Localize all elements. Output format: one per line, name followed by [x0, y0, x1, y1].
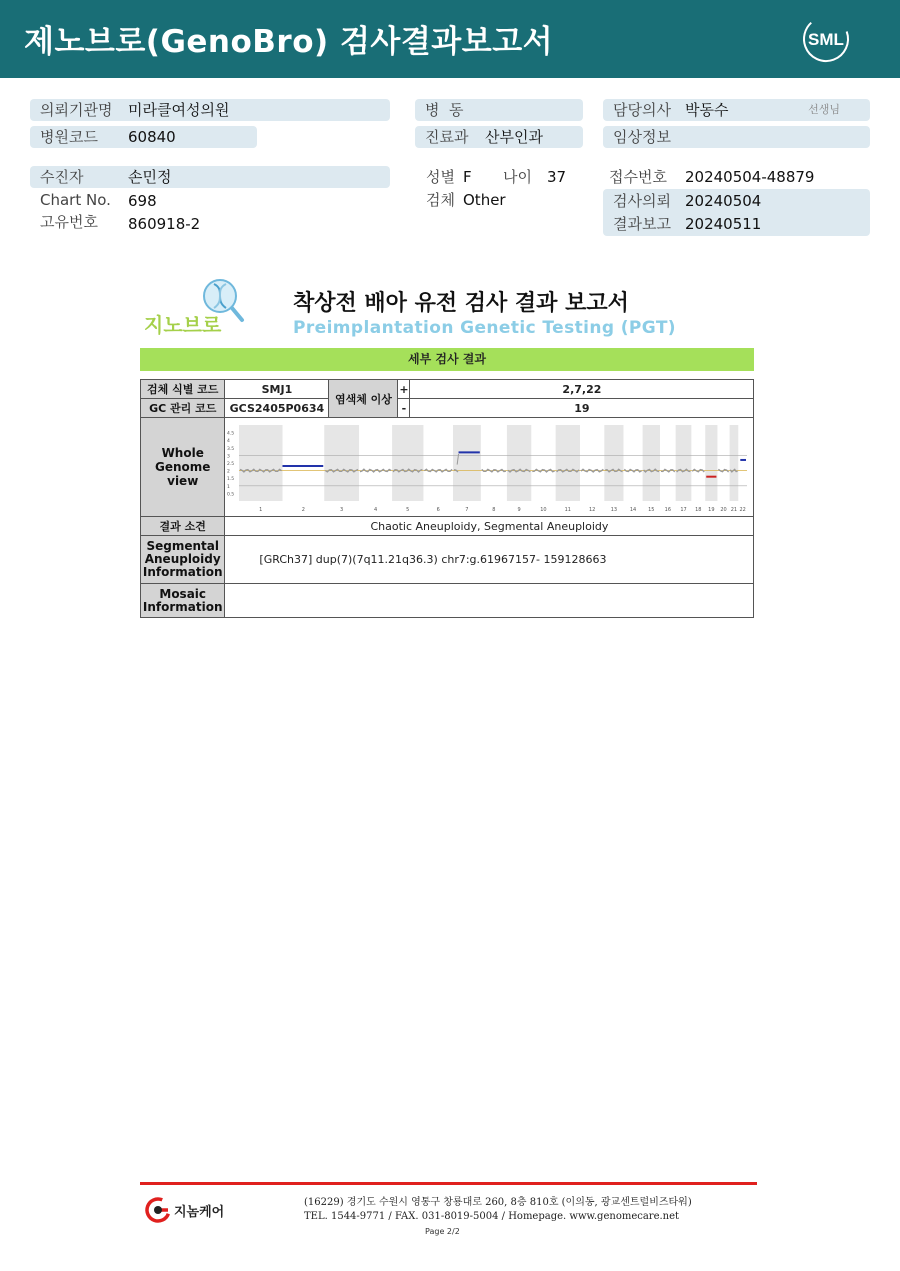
- report-title-ko: 착상전 배아 유전 검사 결과 보고서: [293, 291, 629, 316]
- table-row: [141, 517, 754, 536]
- unique-no-value: 860918-2: [128, 215, 201, 233]
- y-tick-label: 1: [227, 484, 231, 490]
- report-date-label: 결과보고: [613, 215, 671, 233]
- abnormality-label: 염색체 이상: [329, 380, 398, 418]
- sml-logo: [800, 14, 852, 64]
- ward-field: [415, 99, 583, 121]
- y-tick-label: 1.5: [227, 477, 235, 483]
- x-tick-label: 17: [680, 507, 688, 513]
- table-row: [141, 536, 754, 584]
- y-tick-label: 3: [227, 454, 231, 460]
- department-field: [415, 126, 583, 148]
- chromosome-band: [556, 425, 580, 501]
- x-tick-label: 7: [465, 507, 469, 513]
- report-date-value: 20240511: [685, 215, 762, 233]
- genome-plot-svg: [225, 419, 753, 515]
- receipt-no-label: 접수번호: [609, 168, 667, 186]
- receipt-no-value: 20240504-48879: [685, 168, 815, 186]
- patient-field: [30, 166, 390, 188]
- dates-block: [603, 189, 870, 236]
- segmental-value: [GRCh37] dup(7)(7q11.21q36.3) chr7:g.61967157- 159128663: [225, 536, 754, 584]
- gc-code-label: GC 관리 코드: [141, 399, 225, 418]
- hospital-code-field: [30, 126, 257, 148]
- table-row: [141, 380, 754, 399]
- x-tick-label: 3: [340, 507, 344, 513]
- address-line-1: (16229) 경기도 수원시 영통구 창룡대로 260, 8층 810호 (이의동, 광교센트럴비즈타워): [304, 1197, 692, 1208]
- y-tick-label: 4.5: [227, 431, 235, 437]
- x-tick-label: 1: [259, 507, 263, 513]
- genome-view-label: Whole Genome view: [141, 418, 225, 517]
- x-tick-label: 2: [302, 507, 306, 513]
- sex-label: 성별: [426, 168, 455, 186]
- chromosome-band: [643, 425, 660, 501]
- age-label: 나이: [503, 168, 532, 186]
- footer-address: [304, 1196, 692, 1224]
- genomecare-g-icon: [144, 1196, 172, 1224]
- specimen-value: Other: [463, 191, 506, 209]
- x-tick-label: 18: [695, 507, 702, 513]
- genomecare-brand: 지놈케어: [174, 1205, 225, 1220]
- genomecare-logo: [144, 1196, 234, 1226]
- x-tick-label: 6: [437, 507, 441, 513]
- hospital-code-value: 60840: [128, 128, 176, 146]
- unique-no-label: 고유번호: [40, 213, 98, 231]
- chromosome-band: [325, 425, 360, 501]
- x-tick-label: 10: [540, 507, 548, 513]
- chromosome-band: [730, 425, 739, 501]
- genome-view-cell: [225, 418, 754, 517]
- chromosome-band: [239, 425, 282, 501]
- x-tick-label: 9: [517, 507, 522, 513]
- chromosome-band: [676, 425, 692, 501]
- x-tick-label: 16: [665, 507, 672, 513]
- x-tick-label: 19: [708, 507, 715, 513]
- chromosome-band: [393, 425, 424, 501]
- doctor-label: 담당의사: [613, 101, 671, 119]
- request-date-label: 검사의뢰: [613, 192, 671, 210]
- mosaic-label: Mosaic Information: [141, 584, 225, 618]
- x-tick-label: 21: [731, 507, 738, 513]
- y-tick-label: 3.5: [227, 446, 235, 452]
- institution-label: 의뢰기관명: [40, 101, 113, 119]
- x-tick-label: 12: [589, 507, 596, 513]
- gc-code-value: GCS2405P0634: [225, 399, 329, 418]
- x-tick-label: 4: [374, 507, 378, 513]
- x-tick-label: 8: [492, 507, 496, 513]
- copy-number-trace: [425, 469, 453, 472]
- hospital-code-label: 병원코드: [40, 128, 98, 146]
- x-tick-label: 22: [739, 507, 747, 513]
- table-row: [141, 418, 754, 517]
- mosaic-value: [225, 584, 754, 618]
- doctor-field: [603, 99, 870, 121]
- x-tick-label: 13: [611, 507, 618, 513]
- request-date-value: 20240504: [685, 192, 762, 210]
- doctor-value: 박동수: [685, 101, 729, 119]
- copy-number-trace: [661, 469, 675, 472]
- y-tick-label: 2.5: [227, 462, 235, 467]
- sample-id-label: 검체 식별 코드: [141, 380, 225, 399]
- sml-logo-text: SML: [808, 30, 844, 49]
- genobro-logo-text: 지노브로: [144, 313, 222, 337]
- institution-value: 미라클여성의원: [128, 101, 230, 119]
- segmental-label: Segmental Aneuploidy Information: [141, 536, 225, 584]
- doctor-suffix: 선생님: [808, 103, 840, 116]
- x-tick-label: 14: [630, 507, 637, 513]
- report-title-en: Preimplantation Genetic Testing (PGT): [293, 318, 676, 338]
- clinical-info-label: 임상정보: [613, 128, 671, 146]
- chart-no-label: Chart No.: [40, 191, 111, 209]
- ward-label: 병 동: [425, 101, 464, 119]
- sample-id-value: SMJ1: [225, 380, 329, 399]
- x-tick-label: 20: [720, 507, 728, 513]
- header-bar: [0, 0, 900, 78]
- x-tick-label: 5: [406, 507, 410, 513]
- department-label: 진료과: [425, 128, 469, 146]
- chromosome-band: [507, 425, 531, 501]
- table-row: [141, 584, 754, 618]
- footer-divider: [140, 1182, 757, 1185]
- institution-field: [30, 99, 390, 121]
- copy-number-trace: [719, 469, 729, 472]
- x-tick-label: 15: [648, 507, 655, 513]
- specimen-label: 검체: [426, 191, 455, 209]
- y-tick-label: 2: [227, 469, 231, 475]
- plus-chromosomes: 2,7,22: [410, 380, 754, 399]
- patient-value: 손민정: [128, 168, 172, 186]
- age-value: 37: [547, 168, 567, 186]
- page-title: 제노브로(GenoBro) 검사결과보고서: [24, 24, 554, 60]
- minus-sign: -: [398, 399, 410, 418]
- patient-label: 수진자: [40, 168, 84, 186]
- y-tick-label: 0.5: [227, 492, 235, 498]
- clinical-info-field: [603, 126, 870, 148]
- findings-label: 결과 소견: [141, 517, 225, 536]
- sex-value: F: [463, 168, 472, 186]
- plus-sign: +: [398, 380, 410, 399]
- table-row: [141, 399, 754, 418]
- findings-value: Chaotic Aneuploidy, Segmental Aneuploidy: [225, 517, 754, 536]
- x-tick-label: 11: [565, 507, 572, 513]
- minus-chromosomes: 19: [410, 399, 754, 418]
- chart-no-value: 698: [128, 192, 157, 210]
- page-number: Page 2/2: [425, 1227, 460, 1236]
- chromosome-band: [605, 425, 624, 501]
- address-line-2: TEL. 1544-9771 / FAX. 031-8019-5004 / Homepage. www.genomecare.net: [304, 1211, 680, 1222]
- y-tick-label: 4: [227, 439, 231, 445]
- results-table: [140, 379, 754, 618]
- genome-plot: [225, 419, 753, 515]
- chromosome-band: [706, 425, 718, 501]
- department-value: 산부인과: [485, 128, 543, 146]
- section-title-bar: 세부 검사 결과: [140, 348, 754, 371]
- genobro-logo: [142, 276, 252, 340]
